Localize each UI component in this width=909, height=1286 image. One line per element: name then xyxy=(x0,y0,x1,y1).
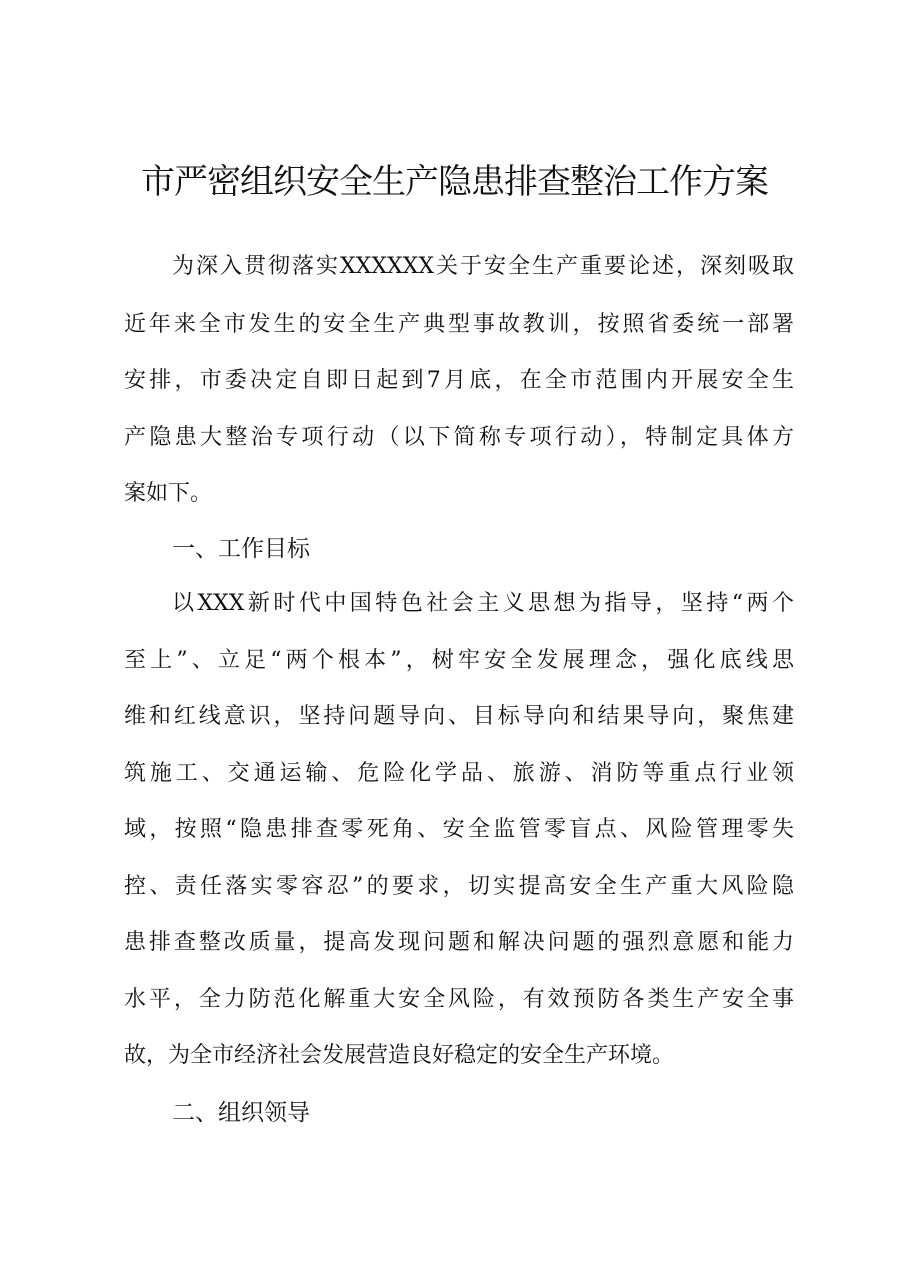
section1-line-7: 患排查整改质量，提高发现问题和解决问题的强烈意愿和能力 xyxy=(124,930,794,955)
section1-line-5: 域，按照“隐患排查零死角、安全监管零盲点、风险管理零失 xyxy=(124,817,794,842)
section1-line-3: 维和红线意识，坚持问题导向、目标导向和结果导向，聚焦建 xyxy=(124,704,794,729)
intro-line-1: 为深入贯彻落实XXXXXX关于安全生产重要论述，深刻吸取 xyxy=(172,254,794,279)
section1-line-9: 故，为全市经济社会发展营造良好稳定的安全生产环境。 xyxy=(124,1043,675,1068)
section1-line-6: 控、责任落实零容忍”的要求，切实提高安全生产重大风险隐 xyxy=(124,874,794,899)
document-title: 市严密组织安全生产隐患排查整治工作方案 xyxy=(141,162,768,202)
intro-line-5: 案如下。 xyxy=(124,481,213,506)
section-heading-goals: 一、工作目标 xyxy=(172,536,310,562)
section1-line-8: 水平，全力防范化解重大安全风险，有效预防各类生产安全事 xyxy=(124,987,794,1012)
section1-line-2: 至上”、立足“两个根本”，树牢安全发展理念，强化底线思 xyxy=(124,648,794,673)
intro-line-2: 近年来全市发生的安全生产典型事故教训，按照省委统一部署 xyxy=(124,312,794,337)
section-heading-organization: 二、组织领导 xyxy=(172,1100,310,1126)
intro-line-4: 产隐患大整治专项行动（以下简称专项行动），特制定具体方 xyxy=(124,425,794,450)
intro-line-3: 安排，市委决定自即日起到7月底，在全市范围内开展安全生 xyxy=(124,368,794,393)
section1-line-4: 筑施工、交通运输、危险化学品、旅游、消防等重点行业领 xyxy=(124,761,794,786)
section1-line-1: 以XXX新时代中国特色社会主义思想为指导，坚持“两个 xyxy=(172,591,794,616)
